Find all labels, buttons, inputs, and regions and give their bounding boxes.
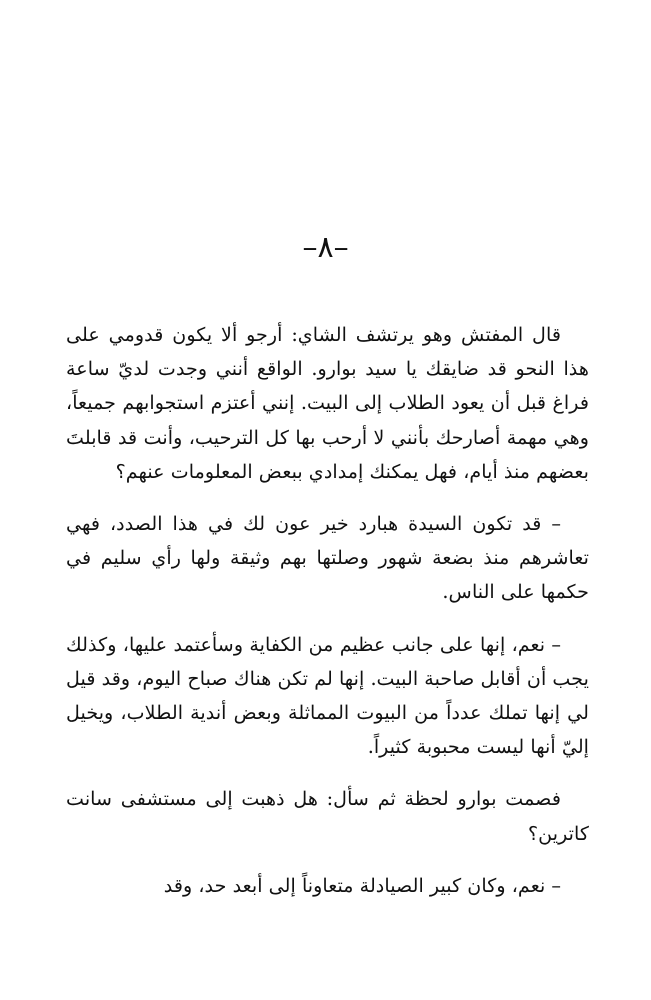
paragraph: قال المفتش وهو يرتشف الشاي: أرجو ألا يكون قدومي على هذا النحو قد ضايقك يا سيد بوارو. الواقع أنني وجدت لديّ ساعة فراغ قبل أن يعود الطلاب إلى البيت. إنني أعتزم استجوابهم جميعاً، وهي مهمة أصارحك بأنني لا أرحب بها كل الترحيب، وأنت قد قابلتَ بعضهم منذ أيام، فهل يمكنك إمدادي ببعض المعلومات عنهم؟ [66,323,589,483]
paragraph: – نعم، وكان كبير الصيادلة متعاوناً إلى أبعد حد، وقد [163,873,561,897]
chapter-number: –٨– [302,230,349,265]
paragraph: – قد تكون السيدة هبارد خير عون لك في هذا الصدد، فهي تعاشرهم منذ بضعة شهور وصلتها بهم وثيقة ولها رأي سليم في حكمها على الناس. [66,512,589,604]
body-text [66,318,589,921]
paragraph: فصمت بوارو لحظة ثم سأل: هل ذهبت إلى مستشفى سانت كاترين؟ [66,787,589,845]
paragraph: – نعم، إنها على جانب عظيم من الكفاية وسأعتمد عليها، وكذلك يجب أن أقابل صاحبة البيت. إنها لم تكن هناك صباح اليوم، وقد قيل لي إنها تملك عدداً من البيوت المماثلة وبعض أندية الطلاب، ويخيل إليّ أنها ليست محبوبة كثيراً. [66,632,589,759]
